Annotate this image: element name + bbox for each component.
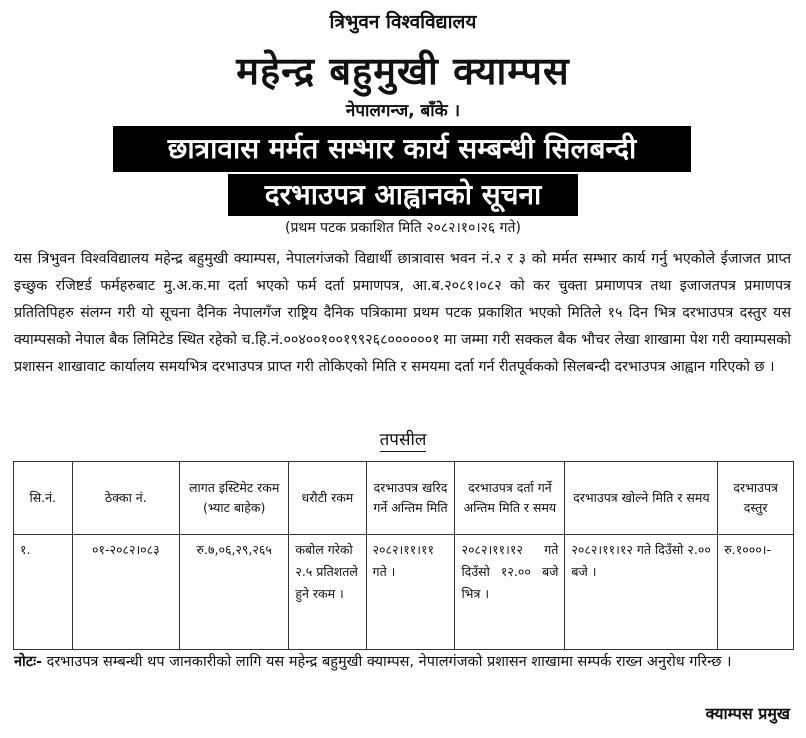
cell-fee: रु.१०००।- bbox=[718, 535, 794, 650]
col-header-opening-date: दरभाउपत्र खोल्ने मिति र समय bbox=[565, 462, 718, 535]
cell-contract-no: ०१-२०८२।०८३ bbox=[72, 535, 180, 650]
notice-body: यस त्रिभुवन विश्वविद्यालय महेन्द्र बहुमुखी क्याम्पस, नेपालगंजको विद्यार्थी छात्रावास भवन नं.२ र ३ को मर्मत सम्भार कार्य गर्नु भएकोले ईजाजत प्राप्त इच्छुक रजिष्टर्ड फर्महरुबाट मु.अ.क.मा दर्ता भएको फर्म दर्ता प्रमाणपत्र, आ.ब.२०८१।०८२ को कर चुक्ता प्रमाणपत्र तथा इजाजतपत्र प्रमाणपत्र प्रतितिपिहरु संलग्न गरी यो सूचना दैनिक नेपालगँज राष्ट्रिय दैनिक पत्रिकामा प्रथम पटक प्रकाशित भएको मितिले १५ दिन भित्र दरभाउपत्र दस्तुर यस क्याम्पसको नेपाल बैक लिमिटेड स्थित रहेको च.हि.नं.००४००१००१९९२६८००००००१ मा जम्मा गरी सक्कल बैक भौचर लेखा शाखामा पेश गरी क्याम्पसको प्रशासन शाखावाट कार्यालय समयभित्र दरभाउपत्र प्राप्त गरी तोकिएको मिति र समयमा दर्ता गर्न रीतपूर्वकको सिलबन्दी दरभाउपत्र आह्वान गरिएको छ । bbox=[14, 251, 791, 375]
campus-name: महेन्द्र बहुमुखी क्याम्पस bbox=[236, 49, 570, 93]
col-header-contract-no: ठेक्का नं. bbox=[72, 462, 180, 535]
col-header-fee: दरभाउपत्र दस्तुर bbox=[718, 462, 794, 535]
schedule-heading: तपसील bbox=[379, 430, 427, 450]
notice-title-line1: छात्रावास मर्मत सम्भार कार्य सम्बन्धी सिलबन्दी bbox=[113, 126, 691, 172]
note-text: दरभाउपत्र सम्बन्धी थप जानकारीको लागि यस महेन्द्र बहुमुखी क्याम्पस, नेपालगंजको प्रशासन शाखामा सम्पर्क राख्न अनुरोध गरिन्छ । bbox=[42, 654, 732, 670]
cell-opening-date: २०८२।११।१२ गते दिउँसो २.०० बजे । bbox=[565, 535, 718, 650]
cell-serial: १. bbox=[14, 535, 73, 650]
notice-title-line2: दरभाउपत्र आह्वानको सूचना bbox=[228, 174, 578, 216]
cell-purchase-deadline: २०८२।११।११ गते । bbox=[366, 535, 455, 650]
university-name: त्रिभुवन विश्वविद्यालय bbox=[329, 11, 477, 33]
col-header-purchase-deadline: दरभाउपत्र खरिद गर्ने अन्तिम मिति bbox=[366, 462, 455, 535]
signature-campus-chief: क्याम्पस प्रमुख bbox=[705, 704, 790, 723]
cell-deposit: कबोल गरेको २.५ प्रतिशतले हुने रकम । bbox=[289, 535, 366, 650]
bid-schedule-table bbox=[13, 461, 794, 650]
note-label: नोटः- bbox=[14, 654, 43, 670]
note bbox=[14, 650, 794, 675]
schedule-heading-wrap bbox=[0, 427, 806, 450]
cell-cost-estimate: रु.७,०६,२९,२६५ bbox=[180, 535, 289, 650]
table-row bbox=[14, 535, 794, 650]
cell-submission-deadline: २०८२।११।१२ गते दिउँसो १२.०० बजे भित्र । bbox=[455, 535, 565, 650]
col-header-cost-estimate: लागत इस्टिमेट रकम (भ्याट बाहेक) bbox=[180, 462, 289, 535]
col-header-serial: सि.नं. bbox=[14, 462, 73, 535]
table-header-row bbox=[14, 462, 794, 535]
col-header-deposit: धरौटी रकम bbox=[289, 462, 366, 535]
published-date: (प्रथम पटक प्रकाशित मिति २०८२।१०।२६ गते) bbox=[284, 220, 521, 236]
campus-location: नेपालगन्ज, बाँके । bbox=[345, 101, 461, 121]
col-header-submission-deadline: दरभाउपत्र दर्ता गर्ने अन्तिम मिति र समय bbox=[455, 462, 565, 535]
